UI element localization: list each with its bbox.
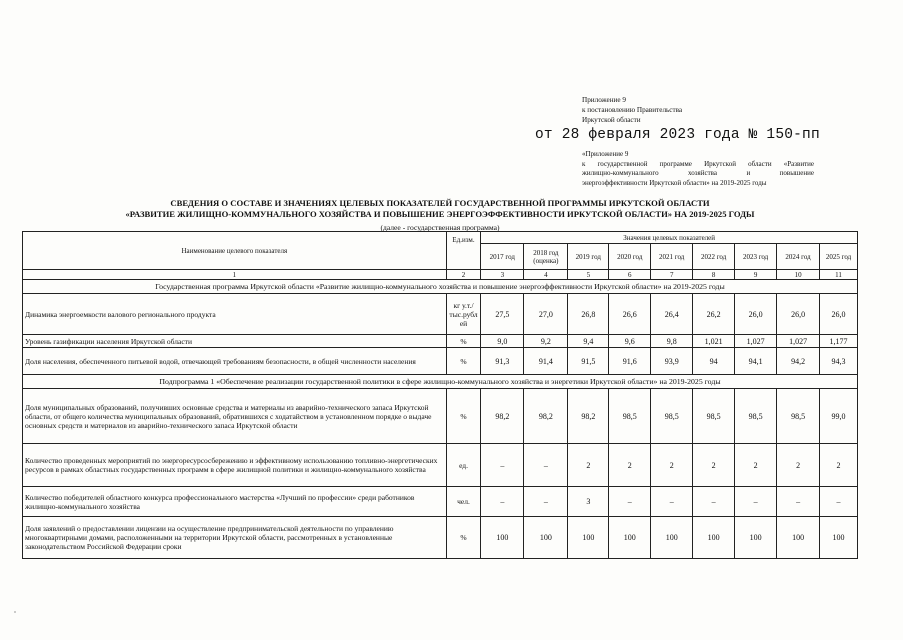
indicator-value: 2: [609, 444, 651, 487]
section-title: Государственная программа Иркутской области «Развитие жилищно-коммунального хозяйства и повышение энергоэффективности Иркутской области» на 2019-2025 годы: [23, 280, 858, 294]
indicator-value: 94,2: [777, 348, 820, 375]
annex2-line: энергоэффективности Иркутской области» на 2019-2025 годы: [582, 178, 767, 187]
indicator-unit: %: [446, 335, 481, 348]
column-number: 3: [481, 270, 524, 280]
header-year: 2019 год: [568, 244, 609, 270]
annex-line: Иркутской области: [582, 116, 641, 124]
indicator-value: 98,5: [735, 389, 777, 444]
indicator-value: 2: [735, 444, 777, 487]
indicator-value: 2: [693, 444, 735, 487]
indicator-value: 1,177: [820, 335, 858, 348]
indicator-value: 27,5: [481, 294, 524, 335]
header-values-group: Значения целевых показателей: [481, 232, 858, 244]
indicator-value: 3: [568, 487, 609, 517]
indicator-value: 91,5: [568, 348, 609, 375]
annex2-line: жилищно-коммунального хозяйства и повышение: [582, 169, 814, 177]
indicator-value: 26,0: [777, 294, 820, 335]
column-numbers-row: [23, 270, 858, 280]
annex-line: Приложение 9: [582, 96, 626, 104]
indicator-value: 94,3: [820, 348, 858, 375]
indicator-value: 9,2: [524, 335, 568, 348]
program-annex-note: [582, 150, 814, 188]
indicator-name: Количество победителей областного конкурса профессионального мастерства «Лучший по профессии» среди работников жилищно-коммунального хозяйства: [23, 487, 447, 517]
document-title: [20, 198, 860, 220]
title-line-1: СВЕДЕНИЯ О СОСТАВЕ И ЗНАЧЕНИЯХ ЦЕЛЕВЫХ ПОКАЗАТЕЛЕЙ ГОСУДАРСТВЕННОЙ ПРОГРАММЫ ИРКУТСКОЙ ОБЛАСТИ: [170, 198, 710, 208]
indicator-value: 26,2: [693, 294, 735, 335]
table-row: [23, 348, 858, 375]
column-number: 10: [777, 270, 820, 280]
title-line-2: «РАЗВИТИЕ ЖИЛИЩНО-КОММУНАЛЬНОГО ХОЗЯЙСТВА И ПОВЫШЕНИЕ ЭНЕРГОЭФФЕКТИВНОСТИ ИРКУТСКОЙ ОБЛАСТИ» НА 2019-2025 ГОДЫ: [125, 209, 755, 219]
indicator-value: 100: [524, 517, 568, 559]
indicator-value: –: [524, 487, 568, 517]
indicator-value: 91,3: [481, 348, 524, 375]
indicator-value: –: [609, 487, 651, 517]
indicator-value: –: [735, 487, 777, 517]
indicator-value: 1,021: [693, 335, 735, 348]
table-row: [23, 294, 858, 335]
indicator-value: –: [777, 487, 820, 517]
header-year: 2024 год: [777, 244, 820, 270]
indicator-value: –: [820, 487, 858, 517]
indicator-value: 26,0: [820, 294, 858, 335]
indicator-value: 94,1: [735, 348, 777, 375]
header-year: 2018 год (оценка): [524, 244, 568, 270]
column-number: 1: [23, 270, 447, 280]
indicator-name: Уровень газификации населения Иркутской области: [23, 335, 447, 348]
column-number: 7: [651, 270, 693, 280]
indicator-value: –: [524, 444, 568, 487]
header-indicator-name: Наименование целевого показателя: [23, 232, 447, 270]
table-row: [23, 487, 858, 517]
column-number: 9: [735, 270, 777, 280]
indicator-name: Доля заявлений о предоставлении лицензии на осуществление предпринимательской деятельности по управлению многоквартирными домами, расположенными на территории Иркутской области, рассмотренных в установленные законодательством Российской Федерации сроки: [23, 517, 447, 559]
indicator-name: Количество проведенных мероприятий по энергоресурсосбережению и эффективному использованию топливно-энергетических ресурсов в рамках областных государственных программ в сфере жилищной политики и жилищно-коммунального хозяйства: [23, 444, 447, 487]
indicator-value: 91,4: [524, 348, 568, 375]
indicator-value: 98,5: [693, 389, 735, 444]
indicator-value: 98,5: [651, 389, 693, 444]
table-row: [23, 389, 858, 444]
indicator-value: 93,9: [651, 348, 693, 375]
indicator-value: 100: [693, 517, 735, 559]
section-row: [23, 375, 858, 389]
scan-speck: [14, 611, 16, 613]
header-year: 2020 год: [609, 244, 651, 270]
indicator-value: 26,6: [609, 294, 651, 335]
indicator-value: 9,8: [651, 335, 693, 348]
header-year: 2022 год: [693, 244, 735, 270]
indicator-value: 26,4: [651, 294, 693, 335]
indicator-value: –: [693, 487, 735, 517]
indicator-value: 100: [651, 517, 693, 559]
indicator-unit: %: [446, 517, 481, 559]
indicator-name: Доля населения, обеспеченного питьевой водой, отвечающей требованиям безопасности, в общей численности населения: [23, 348, 447, 375]
decree-date-stamp: от 28 февраля 2023 года № 150-пп: [535, 127, 820, 143]
indicator-value: 9,4: [568, 335, 609, 348]
indicator-value: 98,2: [568, 389, 609, 444]
indicator-value: 94: [693, 348, 735, 375]
indicators-table: [22, 231, 858, 559]
annex-line: к постановлению Правительства: [582, 106, 683, 114]
table-row: [23, 517, 858, 559]
indicator-name: Доля муниципальных образований, получивших основные средства и материалы из аварийно-технического запаса Иркутской области, от общего количества муниципальных образований, обратившихся с ходатайством в установленном порядке о выдаче основных средств и материалов из аварийно-технического запаса Иркутской области: [23, 389, 447, 444]
indicator-value: 91,6: [609, 348, 651, 375]
header-unit: Ед.изм.: [446, 232, 481, 270]
indicator-unit: %: [446, 389, 481, 444]
indicator-value: 2: [568, 444, 609, 487]
indicator-value: 100: [820, 517, 858, 559]
indicator-value: 26,8: [568, 294, 609, 335]
document-subtitle: (далее - государственная программа): [380, 223, 500, 232]
section-row: [23, 280, 858, 294]
header-year: 2017 год: [481, 244, 524, 270]
indicator-unit: чел.: [446, 487, 481, 517]
column-number: 5: [568, 270, 609, 280]
indicator-unit: кг у.т./ тыс.рубл ей: [446, 294, 481, 335]
indicator-value: 26,0: [735, 294, 777, 335]
table-row: [23, 335, 858, 348]
indicator-value: 9,6: [609, 335, 651, 348]
indicator-value: 98,5: [609, 389, 651, 444]
indicator-value: 2: [777, 444, 820, 487]
indicator-value: 100: [735, 517, 777, 559]
indicator-name: Динамика энергоемкости валового регионального продукта: [23, 294, 447, 335]
indicator-value: –: [481, 487, 524, 517]
indicator-unit: ед.: [446, 444, 481, 487]
header-year: 2021 год: [651, 244, 693, 270]
indicator-value: –: [651, 487, 693, 517]
indicator-value: –: [481, 444, 524, 487]
indicator-value: 100: [777, 517, 820, 559]
indicator-value: 2: [820, 444, 858, 487]
indicator-value: 1,027: [735, 335, 777, 348]
annex2-line: «Приложение 9: [582, 150, 629, 158]
indicator-value: 27,0: [524, 294, 568, 335]
indicator-value: 100: [481, 517, 524, 559]
table-row: [23, 444, 858, 487]
indicator-value: 98,2: [524, 389, 568, 444]
indicator-value: 99,0: [820, 389, 858, 444]
header-year: 2023 год: [735, 244, 777, 270]
indicator-value: 98,2: [481, 389, 524, 444]
indicator-value: 2: [651, 444, 693, 487]
indicator-value: 9,0: [481, 335, 524, 348]
section-title: Подпрограмма 1 «Обеспечение реализации государственной политики в сфере жилищно-коммунального хозяйства и энергетики Иркутской области» на 2019-2025 годы: [23, 375, 858, 389]
annex-note: [582, 95, 682, 125]
column-number: 6: [609, 270, 651, 280]
indicator-value: 100: [568, 517, 609, 559]
indicator-value: 100: [609, 517, 651, 559]
annex2-line: к государственной программе Иркутской области «Развитие: [582, 159, 814, 168]
indicator-unit: %: [446, 348, 481, 375]
column-number: 8: [693, 270, 735, 280]
column-number: 2: [446, 270, 481, 280]
column-number: 11: [820, 270, 858, 280]
indicator-value: 1,027: [777, 335, 820, 348]
header-year: 2025 год: [820, 244, 858, 270]
column-number: 4: [524, 270, 568, 280]
indicator-value: 98,5: [777, 389, 820, 444]
